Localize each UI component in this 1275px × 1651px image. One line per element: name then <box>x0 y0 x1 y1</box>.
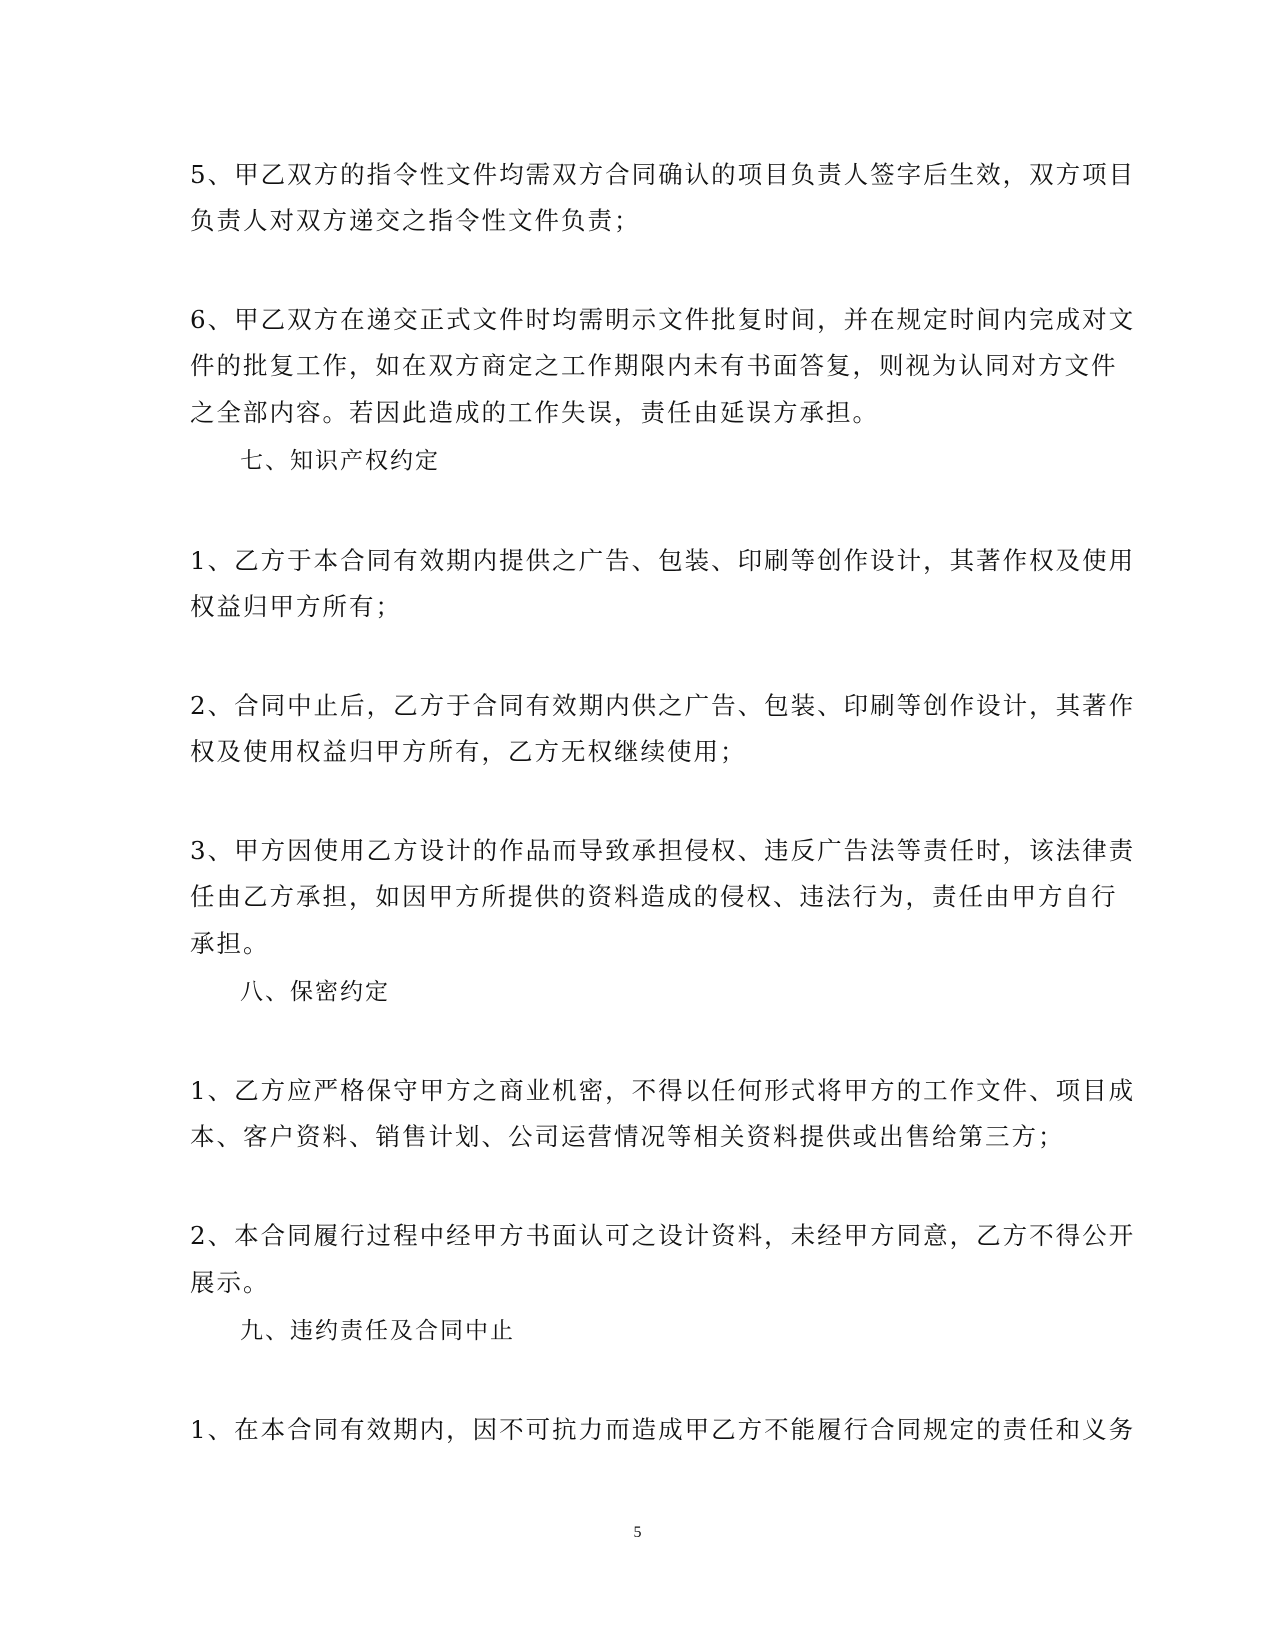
paragraph-line: 3、甲方因使用乙方设计的作品而导致承担侵权、违反广告法等责任时，该法律责 <box>190 836 1136 865</box>
paragraph-line: 权益归甲方所有； <box>190 592 402 621</box>
paragraph-line: 之全部内容。若因此造成的工作失误，责任由延误方承担。 <box>190 398 879 427</box>
paragraph-line: 任由乙方承担，如因甲方所提供的资料造成的侵权、违法行为，责任由甲方自行 <box>190 882 1118 911</box>
section-heading: 七、知识产权约定 <box>240 448 440 474</box>
paragraph-line: 1、乙方于本合同有效期内提供之广告、包装、印刷等创作设计，其著作权及使用 <box>190 546 1136 575</box>
page-number: 5 <box>633 1524 642 1541</box>
paragraph-line: 1、在本合同有效期内，因不可抗力而造成甲乙方不能履行合同规定的责任和义务 <box>190 1415 1136 1444</box>
paragraph-line: 权及使用权益归甲方所有，乙方无权继续使用； <box>190 737 747 766</box>
paragraph-line: 件的批复工作，如在双方商定之工作期限内未有书面答复，则视为认同对方文件 <box>190 351 1118 380</box>
paragraph-line: 1、乙方应严格保守甲方之商业机密，不得以任何形式将甲方的工作文件、项目成 <box>190 1076 1136 1105</box>
paragraph-line: 2、合同中止后，乙方于合同有效期内供之广告、包装、印刷等创作设计，其著作 <box>190 691 1136 720</box>
paragraph-line: 2、本合同履行过程中经甲方书面认可之设计资料，未经甲方同意，乙方不得公开 <box>190 1221 1136 1250</box>
section-heading: 九、违约责任及合同中止 <box>240 1318 515 1344</box>
paragraph-line: 展示。 <box>190 1268 270 1297</box>
section-heading: 八、保密约定 <box>240 979 390 1005</box>
paragraph-line: 5、甲乙双方的指令性文件均需双方合同确认的项目负责人签字后生效，双方项目 <box>190 160 1136 189</box>
paragraph-line: 6、甲乙双方在递交正式文件时均需明示文件批复时间，并在规定时间内完成对文 <box>190 305 1136 334</box>
paragraph-line: 本、客户资料、销售计划、公司运营情况等相关资料提供或出售给第三方； <box>190 1122 1065 1151</box>
paragraph-line: 承担。 <box>190 929 270 958</box>
paragraph-line: 负责人对双方递交之指令性文件负责； <box>190 206 641 235</box>
